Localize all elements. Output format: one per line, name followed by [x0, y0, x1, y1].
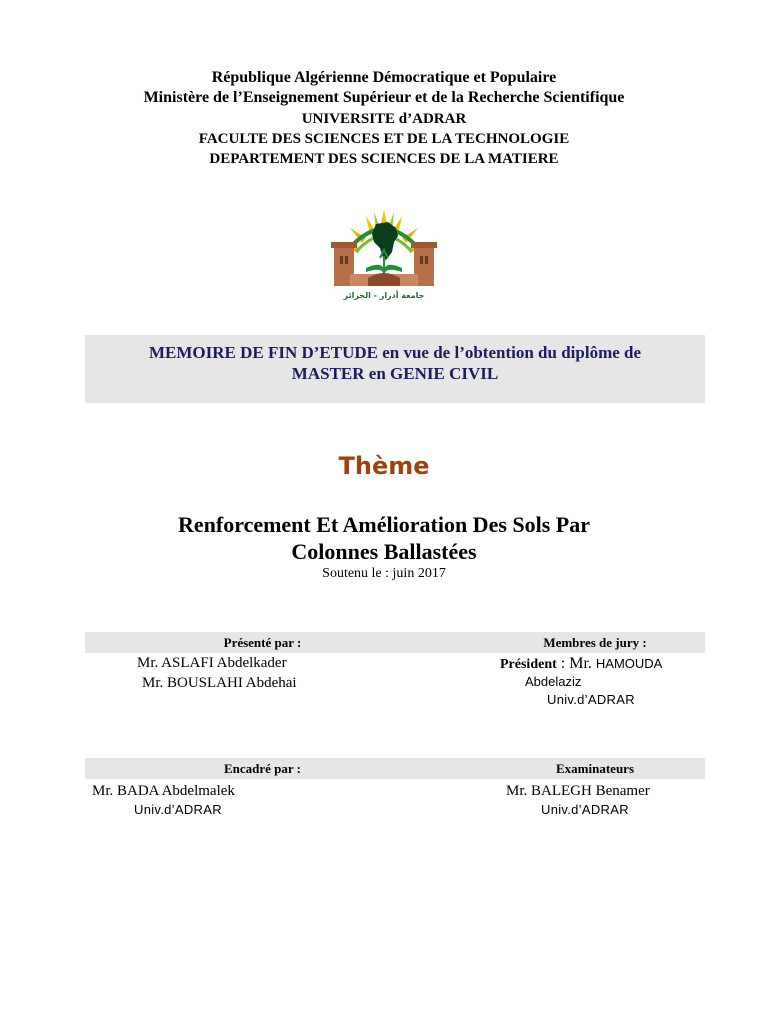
department-line: DEPARTEMENT DES SCIENCES DE LA MATIERE [209, 151, 559, 167]
examiner-name: Mr. BALEGH Benamer [506, 783, 650, 799]
jury-president [500, 655, 662, 673]
supervised-by-label: Encadré par : [223, 761, 302, 776]
ministry-line: Ministère de l’Enseignement Supérieur et de la Recherche Scientifique [143, 89, 625, 106]
thesis-title-line2: Colonnes Ballastées [291, 539, 477, 564]
presented-by-label: Présenté par : [223, 635, 302, 650]
student-name: Mr. BOUSLAHI Abdehai [142, 675, 297, 691]
africa-map-icon [372, 222, 398, 260]
university-line: UNIVERSITE d’ADRAR [301, 111, 467, 127]
faculty-line: FACULTE DES SCIENCES ET DE LA TECHNOLOGIE [198, 131, 570, 147]
diploma-banner [85, 335, 705, 403]
president-surname: HAMOUDA [595, 656, 663, 671]
logo-arabic-text: جامعة أدرار - الجزائر [343, 291, 425, 300]
thesis-title [0, 511, 768, 565]
theme-label: Thème [338, 452, 430, 480]
president-prefix: : Mr. [560, 655, 592, 672]
jury-members-label: Membres de jury : [543, 635, 647, 650]
master-line: MASTER en GENIE CIVIL [291, 364, 499, 383]
student-name: Mr. ASLAFI Abdelkader [137, 655, 287, 671]
supervisor-university: Univ.d’ADRAR [134, 802, 222, 817]
president-university: Univ.d’ADRAR [547, 692, 635, 707]
supervisor-examiners-bar [85, 758, 705, 779]
examiners-label: Examinateurs [556, 761, 634, 776]
examiner-university: Univ.d’ADRAR [541, 802, 629, 817]
thesis-title-line1: Renforcement Et Amélioration Des Sols Par [177, 512, 591, 537]
supervisor-name: Mr. BADA Abdelmalek [92, 783, 235, 799]
president-firstname: Abdelaziz [525, 674, 582, 689]
institution-header [0, 68, 768, 169]
presented-jury-bar [85, 632, 705, 653]
president-label: Président [500, 657, 557, 672]
defense-date: Soutenu le : juin 2017 [322, 566, 446, 581]
university-logo [328, 206, 440, 302]
diploma-line: MEMOIRE DE FIN D’ETUDE en vue de l’obtention du diplôme de [148, 343, 642, 362]
republic-line: République Algérienne Démocratique et Populaire [211, 69, 557, 86]
